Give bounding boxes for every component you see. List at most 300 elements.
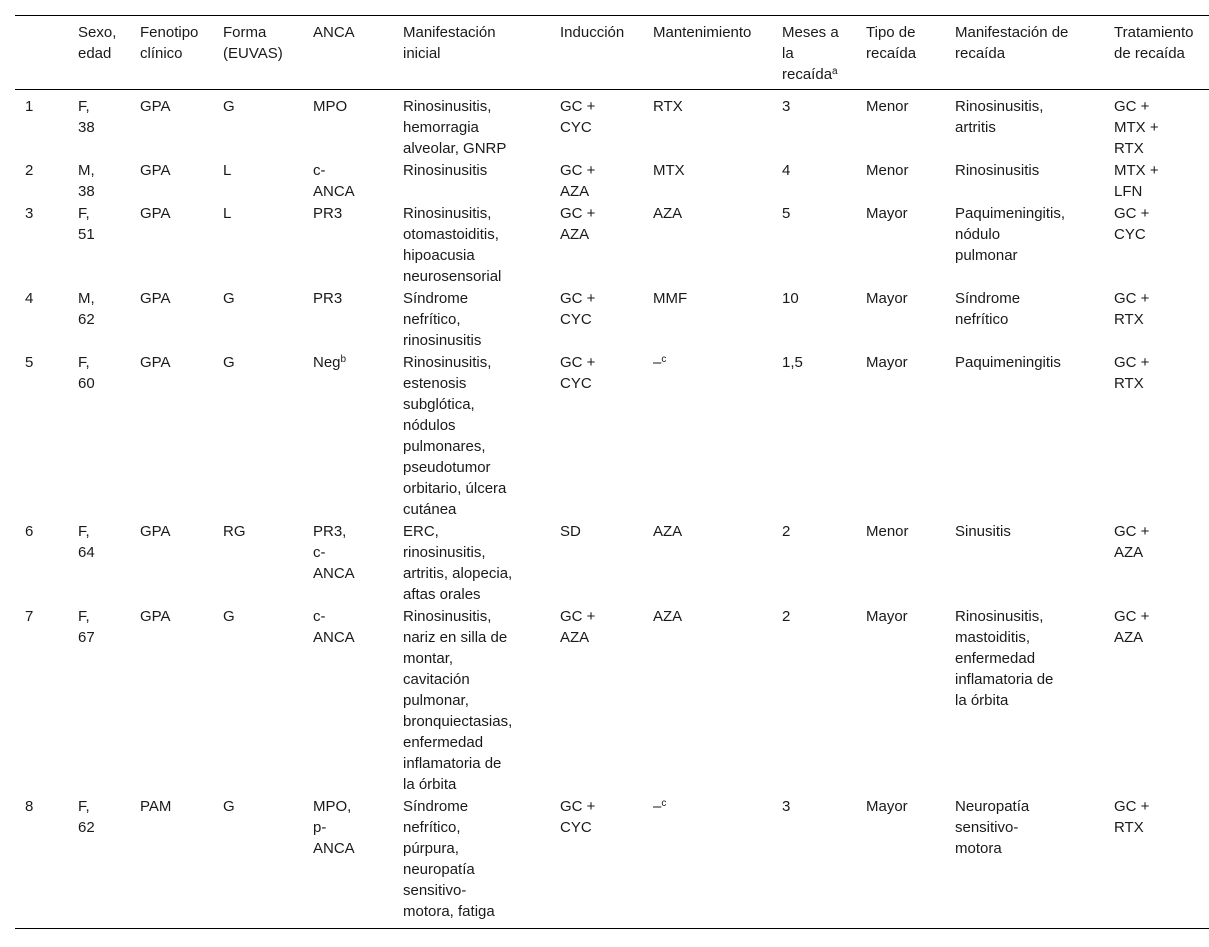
cell-relapse-manifestation [955,520,1114,605]
cell-line [653,606,776,627]
cell-line [866,43,949,64]
cell-line [313,521,397,542]
cell-line [1114,96,1203,117]
cell-line-text: RTX [1114,311,1144,328]
table-container [15,15,1209,929]
cell-line [1114,309,1203,330]
cell-line-text: Síndrome [403,798,469,815]
cell-line-text: PAM [140,798,172,815]
cell-phenotype [140,202,223,287]
cell-line-text: GC + [560,354,596,371]
cell-sex-age [78,520,140,605]
cell-induction [560,605,653,795]
cell-line [403,138,554,159]
cell-line-text: 3 [25,205,34,222]
cell-line-text: edad [78,45,112,62]
cell-line [403,478,554,499]
col-header-index [15,16,78,90]
cell-line-text: Fenotipo [140,24,199,41]
cell-line [955,309,1108,330]
cell-line [866,521,949,542]
cell-line [78,160,134,181]
cell-line [78,309,134,330]
cell-anca [313,159,403,202]
cell-line [313,542,397,563]
cell-line [140,96,217,117]
cell-anca [313,202,403,287]
cell-line-text: Paquimeningitis, [955,205,1066,222]
cell-line-text: 62 [78,819,95,836]
cell-line-text: artritis, alopecia, [403,565,513,582]
cell-line [955,22,1108,43]
cell-line [78,181,134,202]
cell-line [955,521,1108,542]
table-row [15,287,1209,351]
cell-months-to-relapse [782,795,866,929]
cell-line-text: GPA [140,290,171,307]
cell-line [955,690,1108,711]
cell-line-text: c- [313,544,326,561]
cell-line-text: GC + [1114,608,1150,625]
cell-line-text: otomastoiditis, [403,226,499,243]
cell-line-text: de recaída [1114,45,1185,62]
cell-line [403,859,554,880]
cell-line [313,181,397,202]
cell-line-text: Sinusitis [955,523,1011,540]
cell-anca [313,795,403,929]
cell-line-text: 2 [782,523,791,540]
cell-line [313,796,397,817]
cell-line-text: Rinosinusitis, [955,98,1044,115]
cell-line [560,521,647,542]
cell-line [1114,181,1203,202]
cell-index [15,159,78,202]
relapse-table [15,15,1209,929]
cell-line [653,796,776,817]
cell-line [782,96,860,117]
cell-line [866,203,949,224]
cell-line [403,117,554,138]
cell-maintenance [653,202,782,287]
table-row [15,351,1209,520]
cell-line-text: sensitivo- [403,882,467,899]
cell-line-text: GPA [140,98,171,115]
cell-maintenance [653,795,782,929]
cell-line-text: pulmonar, [403,692,469,709]
cell-line-text: AZA [560,629,590,646]
cell-line [313,96,397,117]
cell-line-text: RTX [1114,819,1144,836]
cell-line [223,521,307,542]
cell-line [866,160,949,181]
cell-line [403,436,554,457]
cell-line-text: 3 [782,798,791,815]
cell-line [560,352,647,373]
cell-line-text: recaída [782,66,833,83]
cell-line-text: nefrítico, [403,819,461,836]
cell-line-text: AZA [653,523,683,540]
cell-line [955,627,1108,648]
cell-line-text: GPA [140,608,171,625]
cell-line-text: AZA [653,205,683,222]
cell-line-text: Rinosinusitis, [403,98,492,115]
cell-line-text: G [223,354,235,371]
cell-line-text: ANCA [313,183,355,200]
cell-line-text: Menor [866,162,909,179]
footnote-marker: b [340,354,347,365]
cell-line-text: PR3 [313,290,343,307]
table-row [15,605,1209,795]
cell-line [313,606,397,627]
cell-line [403,394,554,415]
cell-line [78,373,134,394]
table-row [15,90,1209,160]
cell-line [140,203,217,224]
cell-induction [560,351,653,520]
cell-line [223,606,307,627]
cell-line [403,627,554,648]
cell-line-text: AZA [1114,629,1144,646]
cell-line [782,796,860,817]
cell-relapse-treatment [1114,351,1209,520]
cell-line [140,521,217,542]
cell-relapse-manifestation [955,90,1114,160]
cell-relapse-type [866,287,955,351]
cell-line-text: hemorragia [403,119,479,136]
footnote-marker: c [661,354,667,365]
cell-line-text: pulmonar [955,247,1018,264]
cell-line-text: inicial [403,45,441,62]
cell-line-text: Manifestación de [955,24,1069,41]
cell-relapse-manifestation [955,202,1114,287]
cell-line-text: 2 [25,162,34,179]
cell-relapse-type [866,351,955,520]
cell-index [15,287,78,351]
table-body [15,90,1209,929]
cell-line [403,224,554,245]
cell-line [25,352,72,373]
cell-anca [313,605,403,795]
cell-line-text: AZA [560,183,590,200]
cell-line [1114,542,1203,563]
cell-line-text: LFN [1114,183,1143,200]
cell-line [403,330,554,351]
cell-sex-age [78,605,140,795]
cell-line-text: 4 [25,290,34,307]
cell-line [782,22,860,43]
cell-line-text: artritis [955,119,996,136]
cell-line [313,563,397,584]
cell-relapse-manifestation [955,287,1114,351]
cell-induction [560,202,653,287]
cell-initial-manifestation [403,351,560,520]
cell-line-text: GPA [140,523,171,540]
cell-line-text: clínico [140,45,183,62]
cell-line [403,563,554,584]
cell-line-text: Neuropatía [955,798,1030,815]
cell-line [782,64,860,85]
cell-months-to-relapse [782,351,866,520]
cell-anca [313,287,403,351]
header-row [15,16,1209,90]
cell-line-text: GC + [560,162,596,179]
cell-line [403,160,554,181]
cell-line [955,838,1108,859]
cell-form [223,90,313,160]
cell-line-text: montar, [403,650,454,667]
cell-months-to-relapse [782,287,866,351]
cell-line [403,373,554,394]
cell-line-text: Mayor [866,205,908,222]
cell-line [78,521,134,542]
cell-line [78,606,134,627]
cell-line [78,627,134,648]
cell-line-text: cavitación [403,671,470,688]
cell-line-text: F, [78,798,90,815]
cell-line-text: F, [78,205,90,222]
cell-line-text: 5 [25,354,34,371]
cell-line-text: M, [78,162,95,179]
cell-line-text: 4 [782,162,791,179]
cell-line [403,817,554,838]
cell-initial-manifestation [403,795,560,929]
cell-form [223,287,313,351]
cell-line [955,352,1108,373]
cell-line [955,43,1108,64]
cell-sex-age [78,90,140,160]
cell-line [313,203,397,224]
cell-line-text: 6 [25,523,34,540]
cell-line-text: MTX + [1114,162,1159,179]
cell-line-text: alveolar, GNRP [403,140,507,157]
cell-induction [560,159,653,202]
cell-relapse-treatment [1114,605,1209,795]
cell-line [403,245,554,266]
cell-line [955,796,1108,817]
cell-line [25,521,72,542]
cell-line-text: Tratamiento [1114,24,1194,41]
cell-line-text: G [223,608,235,625]
col-header-anca [313,16,403,90]
col-header-maintenance [653,16,782,90]
cell-line-text: 38 [78,119,95,136]
cell-line-text: F, [78,523,90,540]
cell-line-text: CYC [1114,226,1146,243]
cell-line-text: MTX [653,162,685,179]
cell-line [866,352,949,373]
cell-line-text: sensitivo- [955,819,1019,836]
cell-line-text: MPO [313,98,348,115]
cell-line-text: motora [955,840,1002,857]
cell-line-text: – [653,798,662,815]
cell-line-text: rinosinusitis, [403,544,486,561]
cell-line [782,352,860,373]
cell-line-text: Menor [866,98,909,115]
cell-line-text: RTX [1114,375,1144,392]
cell-maintenance [653,90,782,160]
cell-line-text: Rinosinusitis, [955,608,1044,625]
cell-line [560,817,647,838]
col-header-relapse-treatment [1114,16,1209,90]
footnote-marker: c [661,798,667,809]
cell-form [223,520,313,605]
cell-line [403,690,554,711]
cell-line-text: F, [78,354,90,371]
cell-line-text: la [782,45,794,62]
cell-form [223,795,313,929]
cell-initial-manifestation [403,287,560,351]
cell-line-text: 67 [78,629,95,646]
cell-induction [560,795,653,929]
cell-line-text: RTX [653,98,683,115]
cell-line [1114,203,1203,224]
cell-line [403,711,554,732]
cell-line-text: MTX + [1114,119,1159,136]
col-header-initial-manifestation [403,16,560,90]
cell-line [560,160,647,181]
col-header-induction [560,16,653,90]
cell-line-text: 10 [782,290,799,307]
cell-phenotype [140,795,223,929]
cell-line-text: la órbita [955,692,1009,709]
cell-line-text: 8 [25,798,34,815]
cell-months-to-relapse [782,159,866,202]
cell-line-text: c- [313,608,326,625]
cell-line [403,669,554,690]
cell-line-text: GC + [560,98,596,115]
cell-line-text: CYC [560,311,592,328]
cell-line [1114,606,1203,627]
cell-line [403,838,554,859]
cell-line [78,352,134,373]
cell-line [560,224,647,245]
cell-line-text: mastoiditis, [955,629,1031,646]
cell-maintenance [653,287,782,351]
cell-line-text: GC + [560,608,596,625]
cell-line-text: pulmonares, [403,438,486,455]
cell-line-text: nariz en silla de [403,629,508,646]
cell-line [866,22,949,43]
cell-line-text: CYC [560,119,592,136]
cell-line [955,224,1108,245]
cell-relapse-treatment [1114,90,1209,160]
cell-line [78,542,134,563]
cell-line-text: Manifestación [403,24,496,41]
cell-line [1114,373,1203,394]
cell-relapse-type [866,520,955,605]
cell-line-text: Mantenimiento [653,24,752,41]
cell-line [866,796,949,817]
cell-line [560,181,647,202]
cell-line-text: orbitario, úlcera [403,480,507,497]
cell-phenotype [140,287,223,351]
cell-line [653,521,776,542]
cell-line [560,606,647,627]
cell-line-text: GPA [140,162,171,179]
cell-line [25,606,72,627]
cell-line [403,606,554,627]
cell-line-text: Menor [866,523,909,540]
cell-line-text: Rinosinusitis, [403,205,492,222]
cell-line [403,774,554,795]
cell-line-text: Síndrome [403,290,469,307]
cell-line-text: Mayor [866,798,908,815]
cell-relapse-treatment [1114,202,1209,287]
cell-form [223,351,313,520]
cell-line [223,203,307,224]
cell-phenotype [140,351,223,520]
cell-line [78,22,134,43]
cell-line [403,415,554,436]
cell-line [653,22,776,43]
cell-line [25,203,72,224]
cell-line-text: AZA [653,608,683,625]
cell-line [1114,117,1203,138]
cell-line-text: Inducción [560,24,625,41]
cell-line-text: inflamatoria de [403,755,502,772]
cell-initial-manifestation [403,202,560,287]
footnote-marker: a [832,66,838,77]
cell-anca [313,90,403,160]
cell-line-text: rinosinusitis [403,332,482,349]
cell-line [955,96,1108,117]
cell-line [1114,138,1203,159]
cell-line [653,288,776,309]
cell-maintenance [653,605,782,795]
cell-line-text: hipoacusia [403,247,475,264]
cell-induction [560,520,653,605]
cell-line-text: neurosensorial [403,268,502,285]
cell-line [1114,796,1203,817]
cell-induction [560,287,653,351]
cell-line-text: neuropatía [403,861,475,878]
table-row [15,520,1209,605]
cell-line-text: Mayor [866,608,908,625]
cell-initial-manifestation [403,520,560,605]
cell-relapse-treatment [1114,795,1209,929]
cell-line [78,203,134,224]
cell-relapse-manifestation [955,795,1114,929]
cell-line-text: Rinosinusitis, [403,608,492,625]
cell-line [560,96,647,117]
cell-line [955,817,1108,838]
cell-line-text: 60 [78,375,95,392]
cell-line [782,288,860,309]
cell-line [403,732,554,753]
cell-line [403,457,554,478]
cell-months-to-relapse [782,202,866,287]
col-header-relapse-type [866,16,955,90]
cell-line-text: GC + [1114,205,1150,222]
cell-line-text: 5 [782,205,791,222]
cell-line [560,309,647,330]
cell-line [1114,22,1203,43]
cell-line [313,160,397,181]
cell-line-text: bronquiectasias, [403,713,513,730]
cell-line-text: ANCA [313,24,355,41]
cell-line [955,648,1108,669]
cell-line-text: aftas orales [403,586,481,603]
cell-maintenance [653,520,782,605]
cell-line [223,352,307,373]
cell-line [403,266,554,287]
cell-line [403,22,554,43]
cell-line [223,288,307,309]
cell-line-text: estenosis [403,375,467,392]
cell-line-text: 62 [78,311,95,328]
cell-line [313,288,397,309]
cell-line [782,160,860,181]
